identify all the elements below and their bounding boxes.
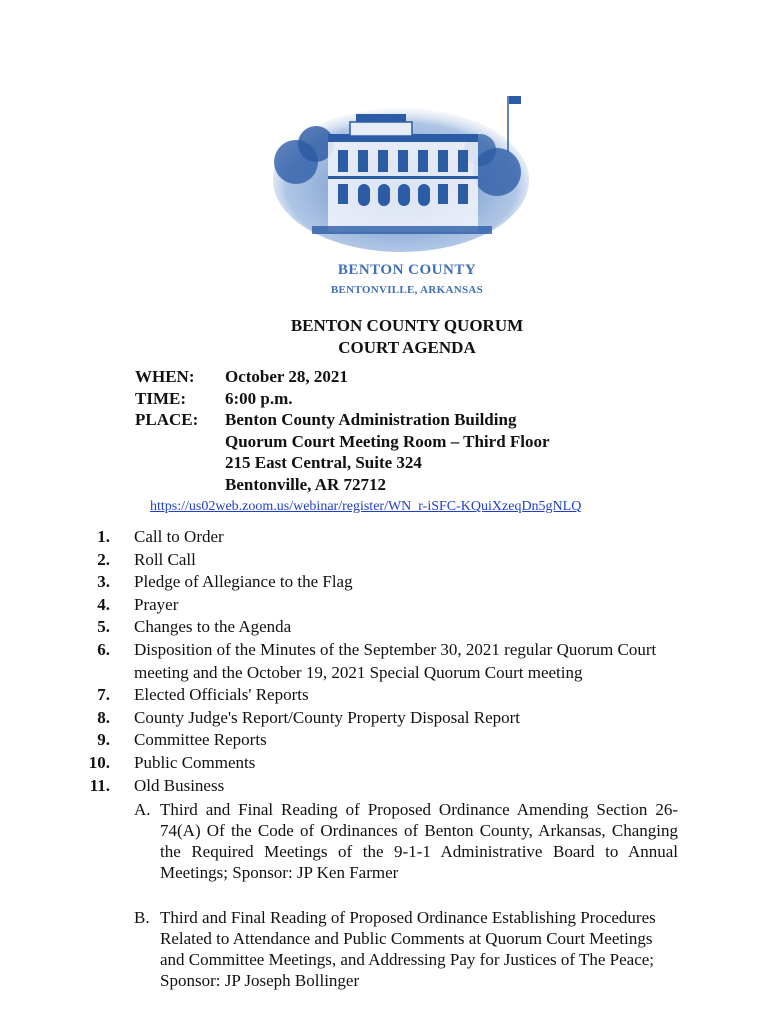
agenda-item-text: Elected Officials' Reports xyxy=(134,685,309,705)
time-label: TIME: xyxy=(135,388,186,408)
agenda-item xyxy=(0,775,770,798)
agenda-title-line1: BENTON COUNTY QUORUM xyxy=(290,316,524,335)
meeting-time: 6:00 p.m. xyxy=(225,388,293,408)
meeting-labels xyxy=(135,366,198,431)
agenda-item-number: 1. xyxy=(97,527,110,546)
agenda-item-number: 7. xyxy=(97,685,110,705)
agenda-item-text: Disposition of the Minutes of the September 30, 2021 regular Quorum Court meeting and the October 19, 2021 Special Quorum Court meeting xyxy=(134,639,657,682)
sub-item-letter: A. xyxy=(134,800,151,820)
county-location: BENTONVILLE, ARKANSAS xyxy=(330,284,484,296)
agenda-item-number: 5. xyxy=(97,617,110,637)
sub-item-text: Third and Final Reading of Proposed Ordinance Establishing Procedures Related to Attendance and Public Comments at Quorum Court Meetings and Committee Meetings, and Addressing Pay for Justices of The Peace; Sponsor: JP Joseph Bollinger xyxy=(160,908,656,991)
agenda-item-text: Roll Call xyxy=(134,549,196,569)
agenda-item-number: 11. xyxy=(89,775,110,795)
agenda-item-number: 10. xyxy=(88,752,110,772)
place-line-4: Bentonville, AR 72712 xyxy=(225,474,387,494)
agenda-item xyxy=(0,571,770,594)
agenda-item-number: 8. xyxy=(97,707,110,727)
agenda-item xyxy=(0,639,770,684)
agenda-item-number: 9. xyxy=(97,730,110,750)
old-business-item-b xyxy=(0,907,678,991)
sub-item-text: Third and Final Reading of Proposed Ordinance Amending Section 26-74(A) Of the Code of Ordinances of Benton County, Arkansas, Changing the Required Meetings of the 9-1-1 Administrative Board to Annual Meetings; Sponsor: JP Ken Farmer xyxy=(160,800,678,883)
agenda-item xyxy=(0,729,770,752)
agenda-item-number: 6. xyxy=(97,639,110,659)
agenda-item-text: Call to Order xyxy=(134,527,224,546)
county-name: BENTON COUNTY xyxy=(337,262,477,278)
place-label: PLACE: xyxy=(135,410,199,429)
agenda-item-number: 4. xyxy=(97,594,110,614)
agenda-item-text: Old Business xyxy=(134,775,225,795)
agenda-item xyxy=(0,549,770,572)
meeting-values xyxy=(225,366,550,495)
meeting-date: October 28, 2021 xyxy=(225,367,348,386)
agenda-item-text: Prayer xyxy=(134,594,179,614)
agenda-item-number: 2. xyxy=(97,549,110,569)
agenda-item-number: 3. xyxy=(97,572,110,592)
agenda-item-text: Committee Reports xyxy=(134,730,267,750)
sub-item-letter: B. xyxy=(134,908,150,928)
agenda-item xyxy=(0,594,770,617)
agenda-item-text: Pledge of Allegiance to the Flag xyxy=(134,572,353,592)
agenda-title-line2: COURT AGENDA xyxy=(338,338,476,357)
agenda-item-text: County Judge's Report/County Property Disposal Report xyxy=(134,707,521,727)
when-label: WHEN: xyxy=(135,367,195,386)
zoom-registration-link[interactable]: https://us02web.zoom.us/webinar/register/WN_r-iSFC-KQuiXzeqDn5gNLQ xyxy=(150,499,582,514)
agenda-item xyxy=(0,526,770,549)
place-line-2: Quorum Court Meeting Room – Third Floor xyxy=(225,431,550,451)
courthouse-seal-illustration xyxy=(272,92,530,252)
agenda-item-text: Public Comments xyxy=(134,752,256,772)
agenda-item xyxy=(0,616,770,639)
agenda-item xyxy=(0,752,770,775)
agenda-list xyxy=(0,526,770,991)
place-line-1: Benton County Administration Building xyxy=(225,410,517,429)
agenda-item xyxy=(0,707,770,730)
agenda-item-text: Changes to the Agenda xyxy=(134,617,292,637)
place-line-3: 215 East Central, Suite 324 xyxy=(225,453,422,472)
old-business-item-a xyxy=(0,799,678,883)
agenda-item xyxy=(0,684,770,707)
